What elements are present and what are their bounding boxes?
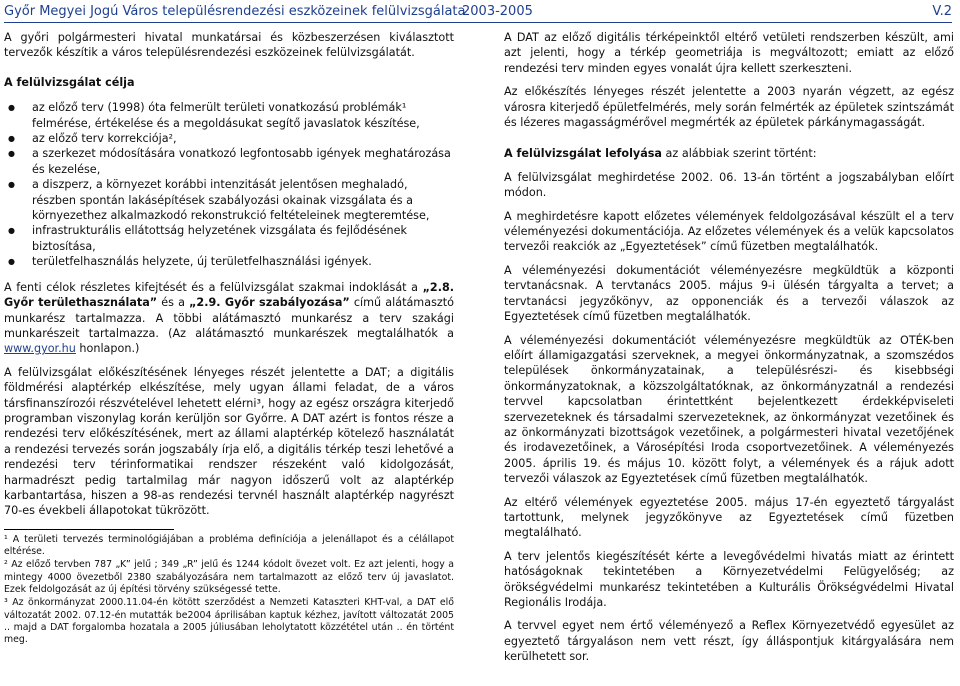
design-council-paragraph: A véleményezési dokumentációt véleményezésre megküldtük a központi tervtanácsnak. A tervtanács 2005. május 9-i ülésén tárgyalta a tervet; a tervtanácsi jegyzőkönyv, az opponenciák és a tervezői válaszok az Egyeztetések című füzetben megtalálhatók.: [504, 263, 954, 324]
survey-paragraph: Az előkészítés lényeges részét jelentette a 2003 nyarán végzett, az egész városra kiterjedő épületfelmérés, mely során felmérték az épületek szintszámát és lézeres magasságmérővel megmérték az épületek párkánymagasságát.: [504, 85, 954, 130]
header-years: 2003-2005: [462, 4, 533, 19]
list-item: ● az előző terv korrekciója²,: [22, 131, 454, 146]
list-item: ● az előző terv (1998) óta felmerült területi vonatkozású problémák¹ felmérése, értékelése és a megoldásukat segítő javaslatok készítése,: [22, 100, 454, 131]
footnote-3: ³ Az önkormányzat 2000.11.04-én kötött szerződést a Nemzeti Kataszteri KHT-val, a DAT elő változatát 2002. 07.12-én mutatták be2004 áprilisában kaptuk kézhez, javított változatát 2005 .. majd a DAT forgalomba hozatala a 2005 júliusában leholytatott közzététel után .. én történt meg.: [4, 597, 454, 646]
projection-paragraph: A DAT az előző digitális térképeinktől eltérő vetületi rendszerben készült, ami azt jelenti, hogy a térkép geometriája is megváltozott; emiatt az előző rendezési terv minden egyes vonalát újra kellett szerkeszteni.: [504, 31, 954, 75]
negotiation-paragraph: Az eltérő vélemények egyeztetése 2005. május 17-én egyeztető tárgyalást tartottunk, melynek jegyzőkönyve az Egyeztetések című füzetben megtalálható.: [504, 495, 954, 540]
footnote-1: ¹ A területi tervezés terminológiájában a probléma definíciója a jelenállapot és a célállapot eltérése.: [4, 533, 454, 558]
supplement-paragraph: A terv jelentős kiegészítését kérte a levegővédelmi hivatás miatt az érintett hatóságoknak tekintetében a Környezetvédelmi Felügyelőség; az örökségvédelmi munkarész tekintetében a Kulturális Örökségvédelmi Hivatal Regionális Irodája.: [504, 549, 954, 609]
objection-paragraph: A tervvel egyet nem értő véleményező a Reflex Környezetvédő egyesület az egyeztető tárgyaláson nem vett részt, így álláspontjuk kitárgyalására nem kerülhetett sor.: [504, 619, 954, 664]
list-item: ● a szerkezet módosítására vonatkozó legfontosabb igények meghatározása és kezelése,: [22, 146, 454, 177]
page-header: [4, 4, 952, 23]
dat-paragraph: A felülvizsgálat előkészítésének lényeges részét jelentette a DAT; a digitális földmérési alaptérkép elkészítése, mely ugyan állami feladat, de a város társfinanszírozói részvételével lehetett elérni³, hogy az egész országra kiterjedő programban viszonylag korán kerüljön sor Győrre. A DAT azért is fontos része a rendezési terv előkészítésének, mert az állami alaptérkép kötelező használatát a rendezési tervezés során jogszabály írja elő, a digitális térkép teszi lehetővé a rendezési terv térinformatikai rendszer részeként való kidolgozását, harmadrészt pedig tartalmilag már nagyon időszerű volt az alaptérkép karbantartása, hiszen a 98-as rendezési tervnél használt alaptérkép nagyrészt 70-es évekbeli állapotokat tükrözött.: [4, 365, 454, 518]
announcement-paragraph: A felülvizsgálat meghirdetése 2002. 06. 13-án történt a jogszabályban előírt módon.: [504, 170, 954, 200]
intro-paragraph: A győri polgármesteri hivatal munkatársai és közbeszerzésen kiválasztott tervezők készítik a város településrendezési eszközeinek felülvizsgálatát.: [4, 31, 454, 60]
list-item: ● infrastrukturális ellátottság helyzetének vizsgálata és fejlődésének biztosítása,: [22, 223, 454, 254]
right-column: [504, 30, 954, 673]
header-version: V.2: [932, 4, 952, 19]
website-link[interactable]: www.gyor.hu: [4, 342, 76, 356]
process-heading: A felülvizsgálat lefolyása az alábbiak szerint történt:: [504, 147, 817, 161]
goals-list: [4, 100, 454, 269]
list-item: ● területfelhasználás helyzete, új területfelhasználási igények.: [22, 254, 454, 269]
preliminary-opinions-paragraph: A meghirdetésre kapott előzetes vélemények feldolgozásával készült el a terv véleményezési dokumentációja. Az előzetes vélemények és a velük kapcsolatos tervezői reakciók az „Egyeztetések” című füzetben megtalálhatók.: [504, 209, 954, 254]
footnote-divider: [4, 529, 174, 530]
goals-detail-paragraph: A fenti célok részletes kifejtését és a felülvizsgálat szakmai indoklását a „2.8. Győr területhasználata” és a „2.9. Győr szabályozása” című alátámasztó munkarész tartalmazza. A többi alátámasztó munkarész a terv szakági munkarészeit tartalmazza. (Az alátámasztó munkarészek megtalálhatók a www.gyor.hu honlapon.): [4, 280, 454, 356]
section-heading: A felülvizsgálat célja: [4, 75, 135, 89]
left-column: [4, 30, 454, 647]
footnote-2: ² Az előző tervben 787 „K” jelű ; 349 „R” jelű és 1244 kódolt övezet volt. Ez azt jelenti, hogy a mintegy 4000 övezetből 2380 szabályozására nem tartalmazott az előző terv új javaslatot. Ezek feldolgozását az új építési törvény szükségessé tette.: [4, 559, 454, 595]
header-title: Győr Megyei Jogú Város településrendezési eszközeinek felülvizsgálata: [4, 4, 466, 19]
list-item: ● a diszperz, a környezet korábbi intenzitását jelentősen meghaladó, részben spontán lakásépítések szabályozási okainak vizsgálata és a környezethez alkalmazkodó rekonstrukció feltételeinek megteremtése,: [22, 177, 454, 223]
consultation-paragraph: A véleményezési dokumentációt véleményezésre megküldtük az OTÉK-ben előírt államigazgatási szerveknek, a megyei önkormányzatnak, a szomszédos települések önkormányzatainak, a településrészi- és kisebbségi önkormányzatoknak, a közszolgáltatóknak, az önkormányzatnál a rendezési tervvel kapcsolatban érintettként bejelentkezett érdekképviseleti szervezeteknek és társadalmi szervezeteknek, az önkormányzat vezetőinek és az önkormányzati bizottságok vezetőinek, a polgármesteri hivatal vezetőjének és irodavezetőinek, a Városépítési Iroda csoportvezetőinek. A véleményezés 2005. április 19. és május 10. között folyt, a vélemények és a rájuk adott tervezői válaszok az Egyeztetések című füzetben megtalálhatók.: [504, 333, 954, 486]
